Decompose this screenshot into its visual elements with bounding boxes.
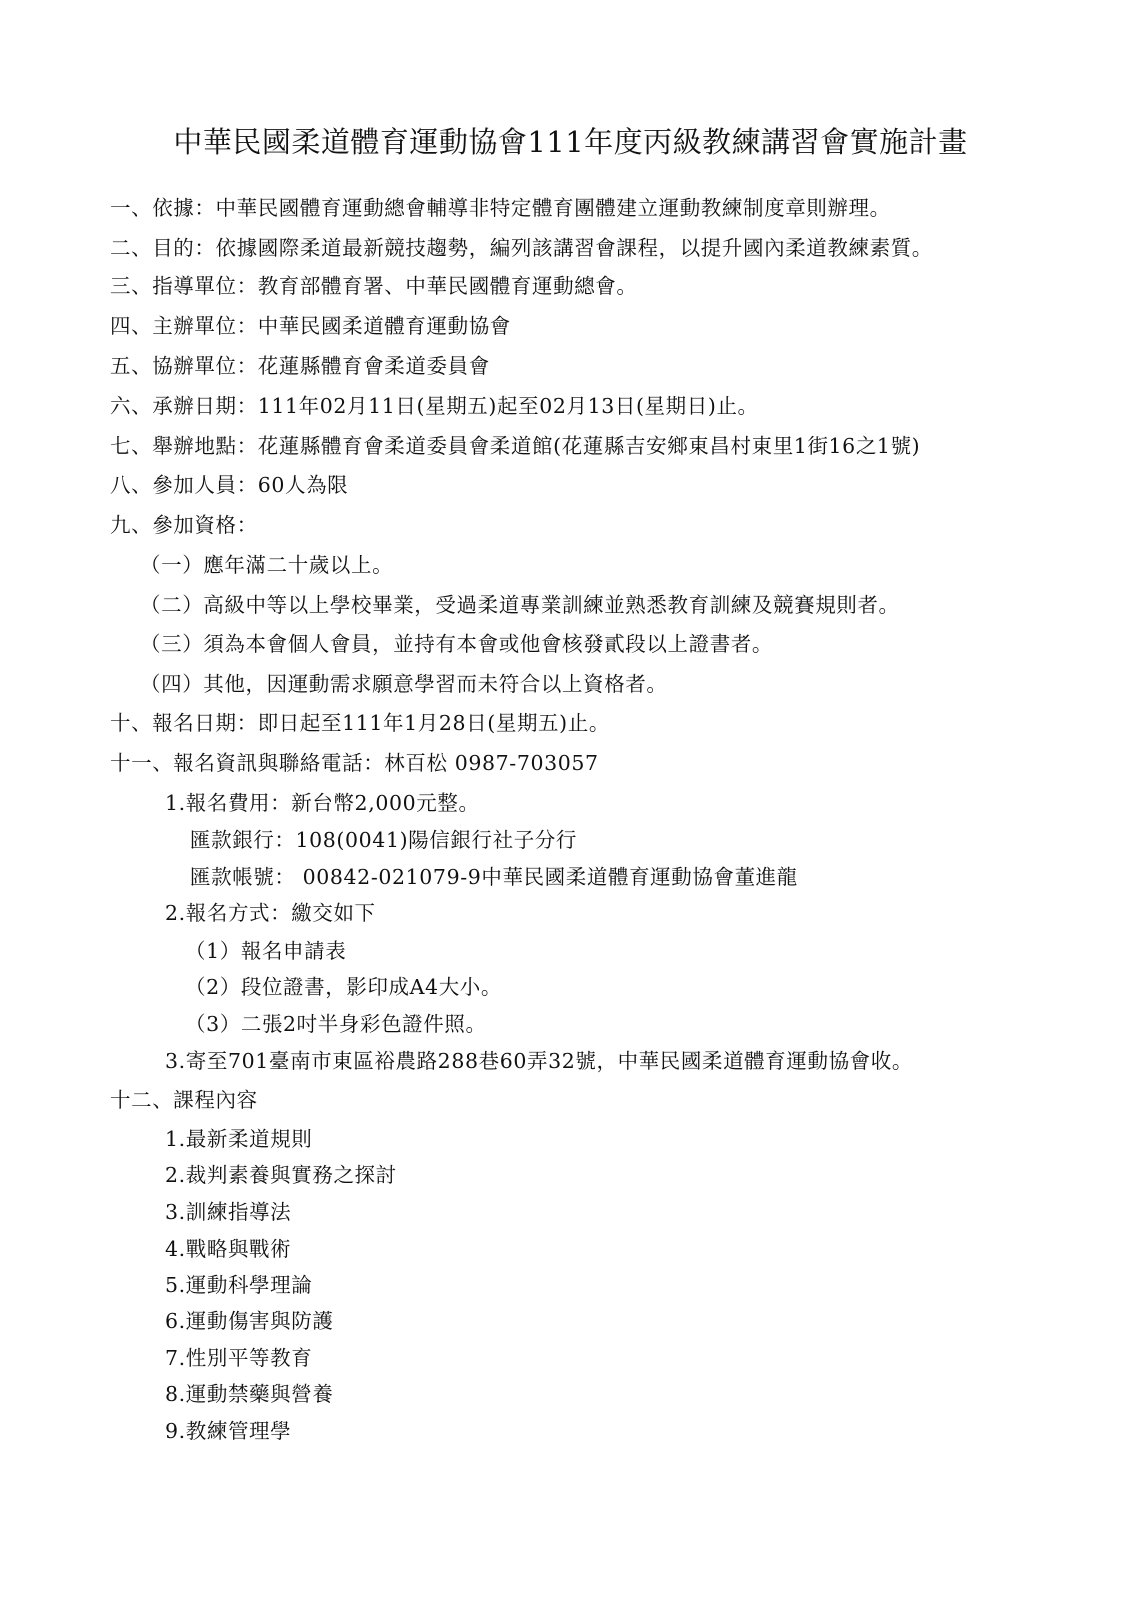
section-3-supervisor: 三、指導單位：教育部體育署、中華民國體育運動總會。 xyxy=(110,274,638,298)
course-item: 6.運動傷害與防護 xyxy=(165,1309,334,1333)
course-item: 8.運動禁藥與營養 xyxy=(165,1382,334,1406)
course-item: 5.運動科學理論 xyxy=(165,1273,313,1297)
course-item: 9.教練管理學 xyxy=(165,1419,292,1443)
section-11-contact: 十一、報名資訊與聯絡電話：林百松 0987-703057 xyxy=(110,751,599,775)
course-item: 1.最新柔道規則 xyxy=(165,1127,313,1151)
course-item: 7.性別平等教育 xyxy=(165,1346,313,1370)
section-9-qualifications: 九、參加資格： xyxy=(110,513,258,537)
course-item: 4.戰略與戰術 xyxy=(165,1237,292,1261)
section-5-co-organizer: 五、協辦單位：花蓮縣體育會柔道委員會 xyxy=(110,354,490,378)
course-item: 2.裁判素養與實務之探討 xyxy=(165,1163,397,1187)
qualification-item: （三）須為本會個人會員，並持有本會或他會核發貳段以上證書者。 xyxy=(140,632,773,656)
qualification-item: （一）應年滿二十歲以上。 xyxy=(140,553,394,577)
registration-method-item: 2.報名方式：繳交如下 xyxy=(165,901,376,925)
section-7-venue: 七、舉辦地點：花蓮縣體育會柔道委員會柔道館(花蓮縣吉安鄉東昌村東里1街16之1號) xyxy=(110,434,921,458)
section-6-dates: 六、承辦日期：111年02月11日(星期五)起至02月13日(星期日)止。 xyxy=(110,394,759,418)
section-10-registration-date: 十、報名日期：即日起至111年1月28日(星期五)止。 xyxy=(110,711,610,735)
section-4-organizer: 四、主辦單位：中華民國柔道體育運動協會 xyxy=(110,314,511,338)
bank-line: 匯款銀行：108(0041)陽信銀行社子分行 xyxy=(190,828,577,852)
section-1-basis: 一、依據：中華民國體育運動總會輔導非特定體育團體建立運動教練制度章則辦理。 xyxy=(110,196,891,220)
section-8-participants: 八、參加人員：60人為限 xyxy=(110,473,349,497)
qualification-item: （四）其他，因運動需求願意學習而未符合以上資格者。 xyxy=(140,672,668,696)
course-item: 3.訓練指導法 xyxy=(165,1200,292,1224)
section-12-curriculum: 十二、課程內容 xyxy=(110,1088,258,1112)
account-line: 匯款帳號： 00842-021079-9中華民國柔道體育運動協會董進龍 xyxy=(190,865,798,889)
fee-item: 1.報名費用：新台幣2,000元整。 xyxy=(165,791,480,815)
mailing-address-item: 3.寄至701臺南市東區裕農路288巷60弄32號，中華民國柔道體育運動協會收。 xyxy=(165,1049,913,1073)
document-item: （3）二張2吋半身彩色證件照。 xyxy=(185,1012,487,1036)
document-item: （2）段位證書，影印成A4大小。 xyxy=(185,975,502,999)
document-item: （1）報名申請表 xyxy=(185,939,347,963)
document-title: 中華民國柔道體育運動協會111年度丙級教練講習會實施計畫 xyxy=(173,125,968,159)
qualification-item: （二）高級中等以上學校畢業，受過柔道專業訓練並熟悉教育訓練及競賽規則者。 xyxy=(140,593,900,617)
section-2-purpose: 二、目的：依據國際柔道最新競技趨勢，編列該講習會課程，以提升國內柔道教練素質。 xyxy=(110,236,933,260)
